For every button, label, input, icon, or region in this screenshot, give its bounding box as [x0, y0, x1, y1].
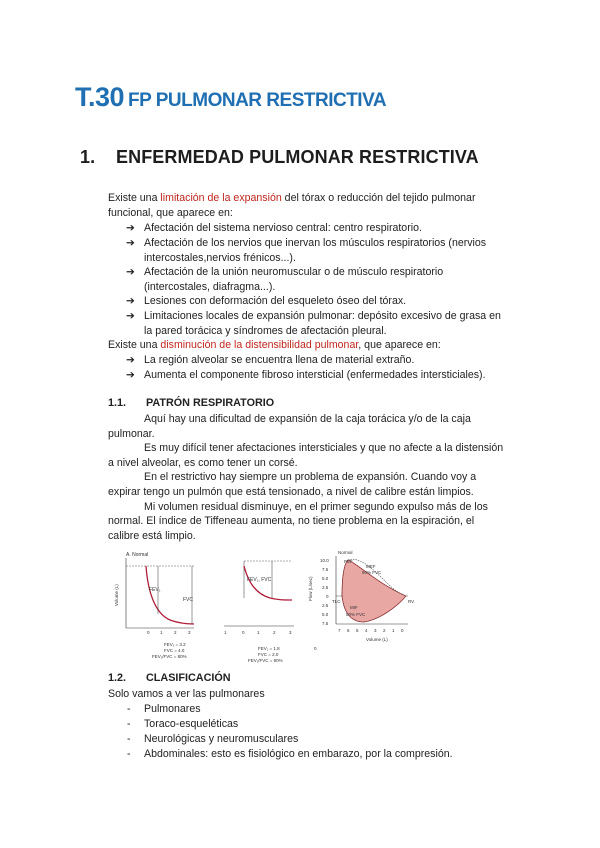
tick-label: 2.5 — [322, 585, 329, 590]
tick-label: 0 — [326, 594, 329, 599]
dash-bullet: - — [127, 703, 131, 715]
figure-ylabel: Volume (L) — [114, 584, 119, 606]
tick-label: 6 — [347, 628, 350, 633]
section-1-2-number: 1.2. — [108, 672, 127, 684]
arrow-icon: ➔ — [126, 295, 135, 307]
section-1-2-heading — [108, 672, 231, 684]
list-item-text: La región alveolar se encuentra llena de material extraño. — [144, 354, 415, 366]
intro-line2: funcional, que aparece en: — [108, 206, 233, 219]
section-1-2-intro: Solo vamos a ver las pulmonares — [108, 688, 265, 700]
tick-label: 0 — [242, 630, 245, 635]
list-item-text: Afectación de los nervios que inervan los músculos respiratorios (nervios — [144, 237, 487, 249]
tick-label: 0 — [147, 630, 150, 635]
paragraph-line: Aquí hay una dificultad de expansión de la caja torácica y/o de la caja — [144, 413, 471, 425]
section-1-heading — [80, 147, 479, 168]
figure-xlabel: Volume (L) — [366, 637, 388, 642]
list-item — [127, 747, 453, 762]
mif-label-2: 50% FVC — [346, 612, 366, 617]
figure-ylabel: Flow (L/sec) — [308, 576, 313, 601]
tick-label: 2 — [383, 628, 386, 633]
tick-label: 4 — [365, 628, 368, 633]
paragraph-line: En el restrictivo hay siempre un problema de expansión. Cuando voy a — [144, 471, 477, 484]
list-item-text: Neurológicas y neuromusculares — [144, 733, 299, 745]
arrow-icon: ➔ — [126, 222, 135, 234]
paragraph-line: a nivel alveolar, es como tener un corsé. — [108, 456, 298, 469]
arrow-icon: ➔ — [126, 310, 135, 322]
intro2-paragraph — [108, 338, 441, 353]
page-title — [75, 82, 386, 113]
intro-text-post: del tórax o reducción del tejido pulmonar — [281, 192, 476, 204]
pef-label: PEF — [344, 559, 353, 564]
section-1-1-number: 1.1. — [108, 397, 127, 409]
list-item — [126, 294, 407, 309]
arrow-icon: ➔ — [126, 237, 135, 249]
arrow-icon: ➔ — [126, 266, 135, 278]
section-1-title: ENFERMEDAD PULMONAR RESTRICTIVA — [116, 147, 479, 167]
list-item — [126, 221, 422, 236]
tick-label: 2 — [174, 630, 177, 635]
list-item — [126, 309, 501, 338]
intro2-text: Existe una — [108, 339, 161, 351]
list-item — [126, 353, 415, 368]
topic-code: T.30 — [75, 82, 125, 112]
section-1-1-title: PATRÓN RESPIRATORIO — [146, 397, 275, 409]
tick-label: 3 — [289, 630, 292, 635]
tick-label: 3 — [374, 628, 377, 633]
list-item-text: Afectación del sistema nervioso central: centro respiratorio. — [144, 222, 422, 234]
topic-title: FP PULMONAR RESTRICTIVA — [128, 90, 387, 111]
tlc-label: TLC — [332, 599, 341, 604]
list-item-text: Lesiones con deformación del esqueleto óseo del tórax. — [144, 295, 407, 307]
list-item-text: Pulmonares — [144, 703, 201, 715]
list-item — [126, 265, 444, 294]
figure-curve — [146, 566, 194, 624]
dash-bullet: - — [127, 718, 131, 730]
list-item — [127, 702, 201, 717]
list-item-text: Afectación de la unión neuromuscular o de músculo respiratorio — [144, 266, 444, 278]
intro-paragraph — [108, 191, 528, 220]
fvc-label: FVC — [183, 597, 193, 603]
corner-label: 0 — [314, 646, 317, 651]
mif-label: MIF — [350, 605, 358, 610]
mef-label: MEF — [366, 564, 376, 569]
dash-bullet: - — [127, 733, 131, 745]
intro-highlight: limitación de la expansión — [160, 192, 282, 204]
intro2-text-post: , que aparece en: — [358, 339, 441, 351]
tick-label: 5.0 — [322, 576, 329, 581]
arrow-icon: ➔ — [126, 369, 135, 381]
intro-text: Existe una — [108, 192, 161, 204]
list-item-text: Aumenta el componente fibroso intersticial (enfermedades intersticiales). — [144, 369, 486, 381]
list-item — [126, 236, 487, 265]
arrow-icon: ➔ — [126, 354, 135, 366]
spirogram-normal-figure — [112, 546, 212, 666]
list-item-text: Toraco-esqueléticas — [144, 718, 239, 730]
paragraph-line: Es muy difícil tener afectaciones intersticiales y que no afecte a la distensión — [144, 442, 504, 455]
paragraph-line: expirar tengo un pulmón que está tensionado, a nivel de calibre están limpios. — [108, 485, 474, 498]
tick-label: 2.5 — [322, 603, 329, 608]
tick-label: 1 — [257, 630, 260, 635]
tick-label: 7 — [338, 628, 341, 633]
caption-line: FEV₁ = 1.8 — [258, 646, 280, 651]
tick-label: 1 — [224, 630, 227, 635]
paragraph-line: pulmonar. — [108, 427, 155, 440]
dash-bullet: - — [127, 748, 131, 760]
fev-fvc-label: FEV₁, FVC — [247, 577, 272, 583]
caption-line: FEV₁/FVC = 90% — [248, 658, 283, 663]
figure-curve — [244, 566, 292, 600]
normal-label: Normal — [338, 550, 353, 555]
section-1-number: 1. — [80, 147, 96, 167]
tick-label: 1 — [160, 630, 163, 635]
tick-label: 5.0 — [322, 612, 329, 617]
list-item — [127, 732, 299, 747]
tick-label: 0 — [401, 628, 404, 633]
tick-label: 7.5 — [322, 567, 329, 572]
section-1-1-body — [108, 412, 528, 543]
tick-label: 2 — [273, 630, 276, 635]
caption-line: FVC = 4.0 — [164, 648, 185, 653]
list-item — [127, 717, 239, 732]
caption-line: FEV₁ = 3.2 — [164, 642, 186, 647]
tick-label: 3 — [188, 630, 191, 635]
section-1-1-heading — [108, 397, 274, 409]
mef-label-2: 50% FVC — [362, 570, 382, 575]
caption-line: FVC = 2.0 — [258, 652, 279, 657]
list-item-text: Abdominales: esto es fisiológico en embarazo, por la compresión. — [144, 748, 453, 760]
section-1-2-title: CLASIFICACIÓN — [146, 672, 231, 684]
list-item-text: intercostales,nervios frénicos...). — [144, 251, 296, 264]
tick-label: 10.0 — [320, 558, 329, 563]
flow-volume-loop-figure — [308, 546, 418, 654]
intro2-highlight: disminución de la distensibilidad pulmonar — [160, 339, 359, 351]
list-item-text: (intercostales, diafragma...). — [144, 280, 276, 293]
fev-label: FEV₁ — [149, 587, 161, 593]
list-item — [126, 368, 486, 383]
figure-label: A. Normal — [126, 552, 149, 558]
tick-label: 7.5 — [322, 621, 329, 626]
spirogram-restrictive-figure — [222, 546, 302, 666]
list-item-text: la pared torácica y síndromes de afectación pleural. — [144, 324, 387, 337]
list-item-text: Limitaciones locales de expansión pulmonar: depósito excesivo de grasa en — [144, 310, 501, 322]
rv-label: RV — [408, 599, 415, 604]
tick-label: 5 — [356, 628, 359, 633]
caption-line: FEV₁/FVC = 80% — [152, 654, 187, 659]
paragraph-line: Mi volumen residual disminuye, en el primer segundo expulso más de los — [144, 500, 488, 513]
tick-label: 1 — [392, 628, 395, 633]
paragraph-line: normal. El índice de Tiffeneau aumenta, no tiene problema en la espiración, el — [108, 515, 475, 528]
paragraph-line: calibre está limpio. — [108, 529, 196, 542]
